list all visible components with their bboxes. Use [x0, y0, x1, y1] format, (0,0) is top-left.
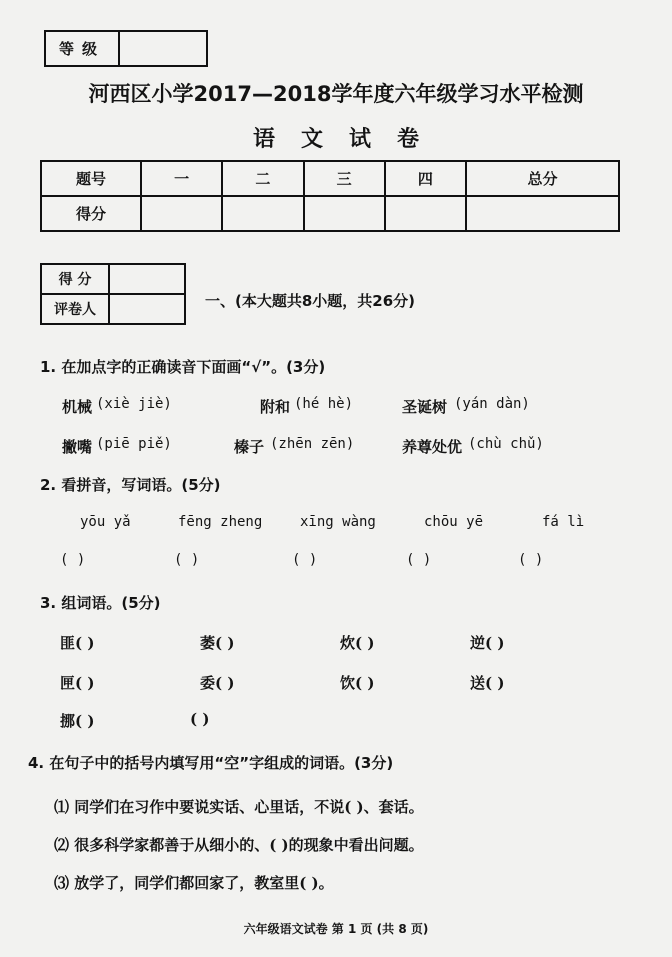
score-table: [40, 160, 620, 232]
question-1-prompt: 1. 在加点字的正确读音下面画“√”。(3分): [40, 358, 326, 376]
score-table-score-row: [41, 196, 619, 231]
q2-blank[interactable]: ( ): [60, 552, 86, 568]
grader-box: [40, 263, 186, 325]
q1-options[interactable]: (xiè jiè): [96, 396, 172, 412]
section-heading: 一、(本大题共8小题，共26分): [205, 292, 416, 310]
score-header-cell: 三: [304, 161, 385, 196]
score-header-cell: 题号: [41, 161, 141, 196]
q3-item[interactable]: 逆( ): [470, 634, 505, 652]
grade-label: 等级: [46, 32, 120, 65]
exam-subtitle: 语文试卷: [252, 127, 445, 152]
question-2-prompt: 2. 看拼音，写词语。(5分): [40, 476, 221, 494]
score-header-cell: 一: [141, 161, 222, 196]
score-cell[interactable]: [222, 196, 303, 231]
q1-options[interactable]: (hé hè): [294, 396, 354, 412]
q1-word: 撇嘴: [62, 438, 93, 456]
q3-item[interactable]: ( ): [190, 710, 210, 728]
score-row-label: 得分: [41, 196, 141, 231]
score-cell[interactable]: [141, 196, 222, 231]
q4-item-text: ⑵ 很多科学家都善于从细小的、( )的现象中看出问题。: [54, 836, 424, 854]
q1-word: 机械: [62, 398, 93, 416]
q1-options[interactable]: (yán dàn): [454, 396, 530, 412]
grader-score-cell[interactable]: [109, 264, 185, 294]
q3-item[interactable]: 饮( ): [340, 674, 375, 692]
q3-item[interactable]: 挪( ): [60, 712, 95, 730]
page-footer: 六年级语文试卷 第 1 页 (共 8 页): [243, 922, 429, 936]
grade-box: [44, 30, 208, 67]
q3-item[interactable]: 送( ): [470, 674, 505, 692]
score-table-header-row: [41, 161, 619, 196]
q2-pinyin: fēng zheng: [178, 514, 263, 530]
q2-pinyin: chōu yē: [424, 514, 484, 530]
score-header-cell: 四: [385, 161, 466, 196]
score-cell[interactable]: [304, 196, 385, 231]
score-cell[interactable]: [385, 196, 466, 231]
q2-pinyin: xīng wàng: [300, 514, 376, 530]
q2-blank[interactable]: ( ): [406, 552, 432, 568]
exam-title: 河西区小学2017—2018学年度六年级学习水平检测: [88, 82, 584, 106]
q1-options[interactable]: (zhēn zēn): [270, 436, 355, 452]
q1-word: 养尊处优: [402, 438, 463, 456]
q2-blank[interactable]: ( ): [518, 552, 544, 568]
q2-blank[interactable]: ( ): [174, 552, 200, 568]
q1-word: 附和: [260, 398, 291, 416]
q4-item-text: ⑴ 同学们在习作中要说实话、心里话，不说( )、套话。: [54, 798, 424, 816]
q2-blank[interactable]: ( ): [292, 552, 318, 568]
q3-item[interactable]: 炊( ): [340, 634, 375, 652]
question-3-prompt: 3. 组词语。(5分): [40, 594, 161, 612]
score-header-cell: 总分: [466, 161, 619, 196]
question-4-prompt: 4. 在句子中的括号内填写用“空”字组成的词语。(3分): [28, 754, 394, 772]
q3-item[interactable]: 委( ): [200, 674, 235, 692]
q1-word: 圣诞树: [402, 398, 448, 416]
grader-score-label: 得 分: [41, 264, 109, 294]
score-header-cell: 二: [222, 161, 303, 196]
grader-name-label: 评卷人: [41, 294, 109, 324]
q2-pinyin: yōu yǎ: [80, 514, 131, 530]
q1-options[interactable]: (piē piě): [96, 436, 172, 452]
score-cell[interactable]: [466, 196, 619, 231]
q3-item[interactable]: 萎( ): [200, 634, 235, 652]
q1-word: 榛子: [234, 438, 265, 456]
q4-item-text: ⑶ 放学了，同学们都回家了，教室里( )。: [54, 874, 334, 892]
q3-item[interactable]: 匪( ): [60, 634, 95, 652]
q2-pinyin: fá lì: [542, 514, 585, 530]
grader-name-cell[interactable]: [109, 294, 185, 324]
q1-options[interactable]: (chù chǔ): [468, 436, 544, 452]
q3-item[interactable]: 匣( ): [60, 674, 95, 692]
